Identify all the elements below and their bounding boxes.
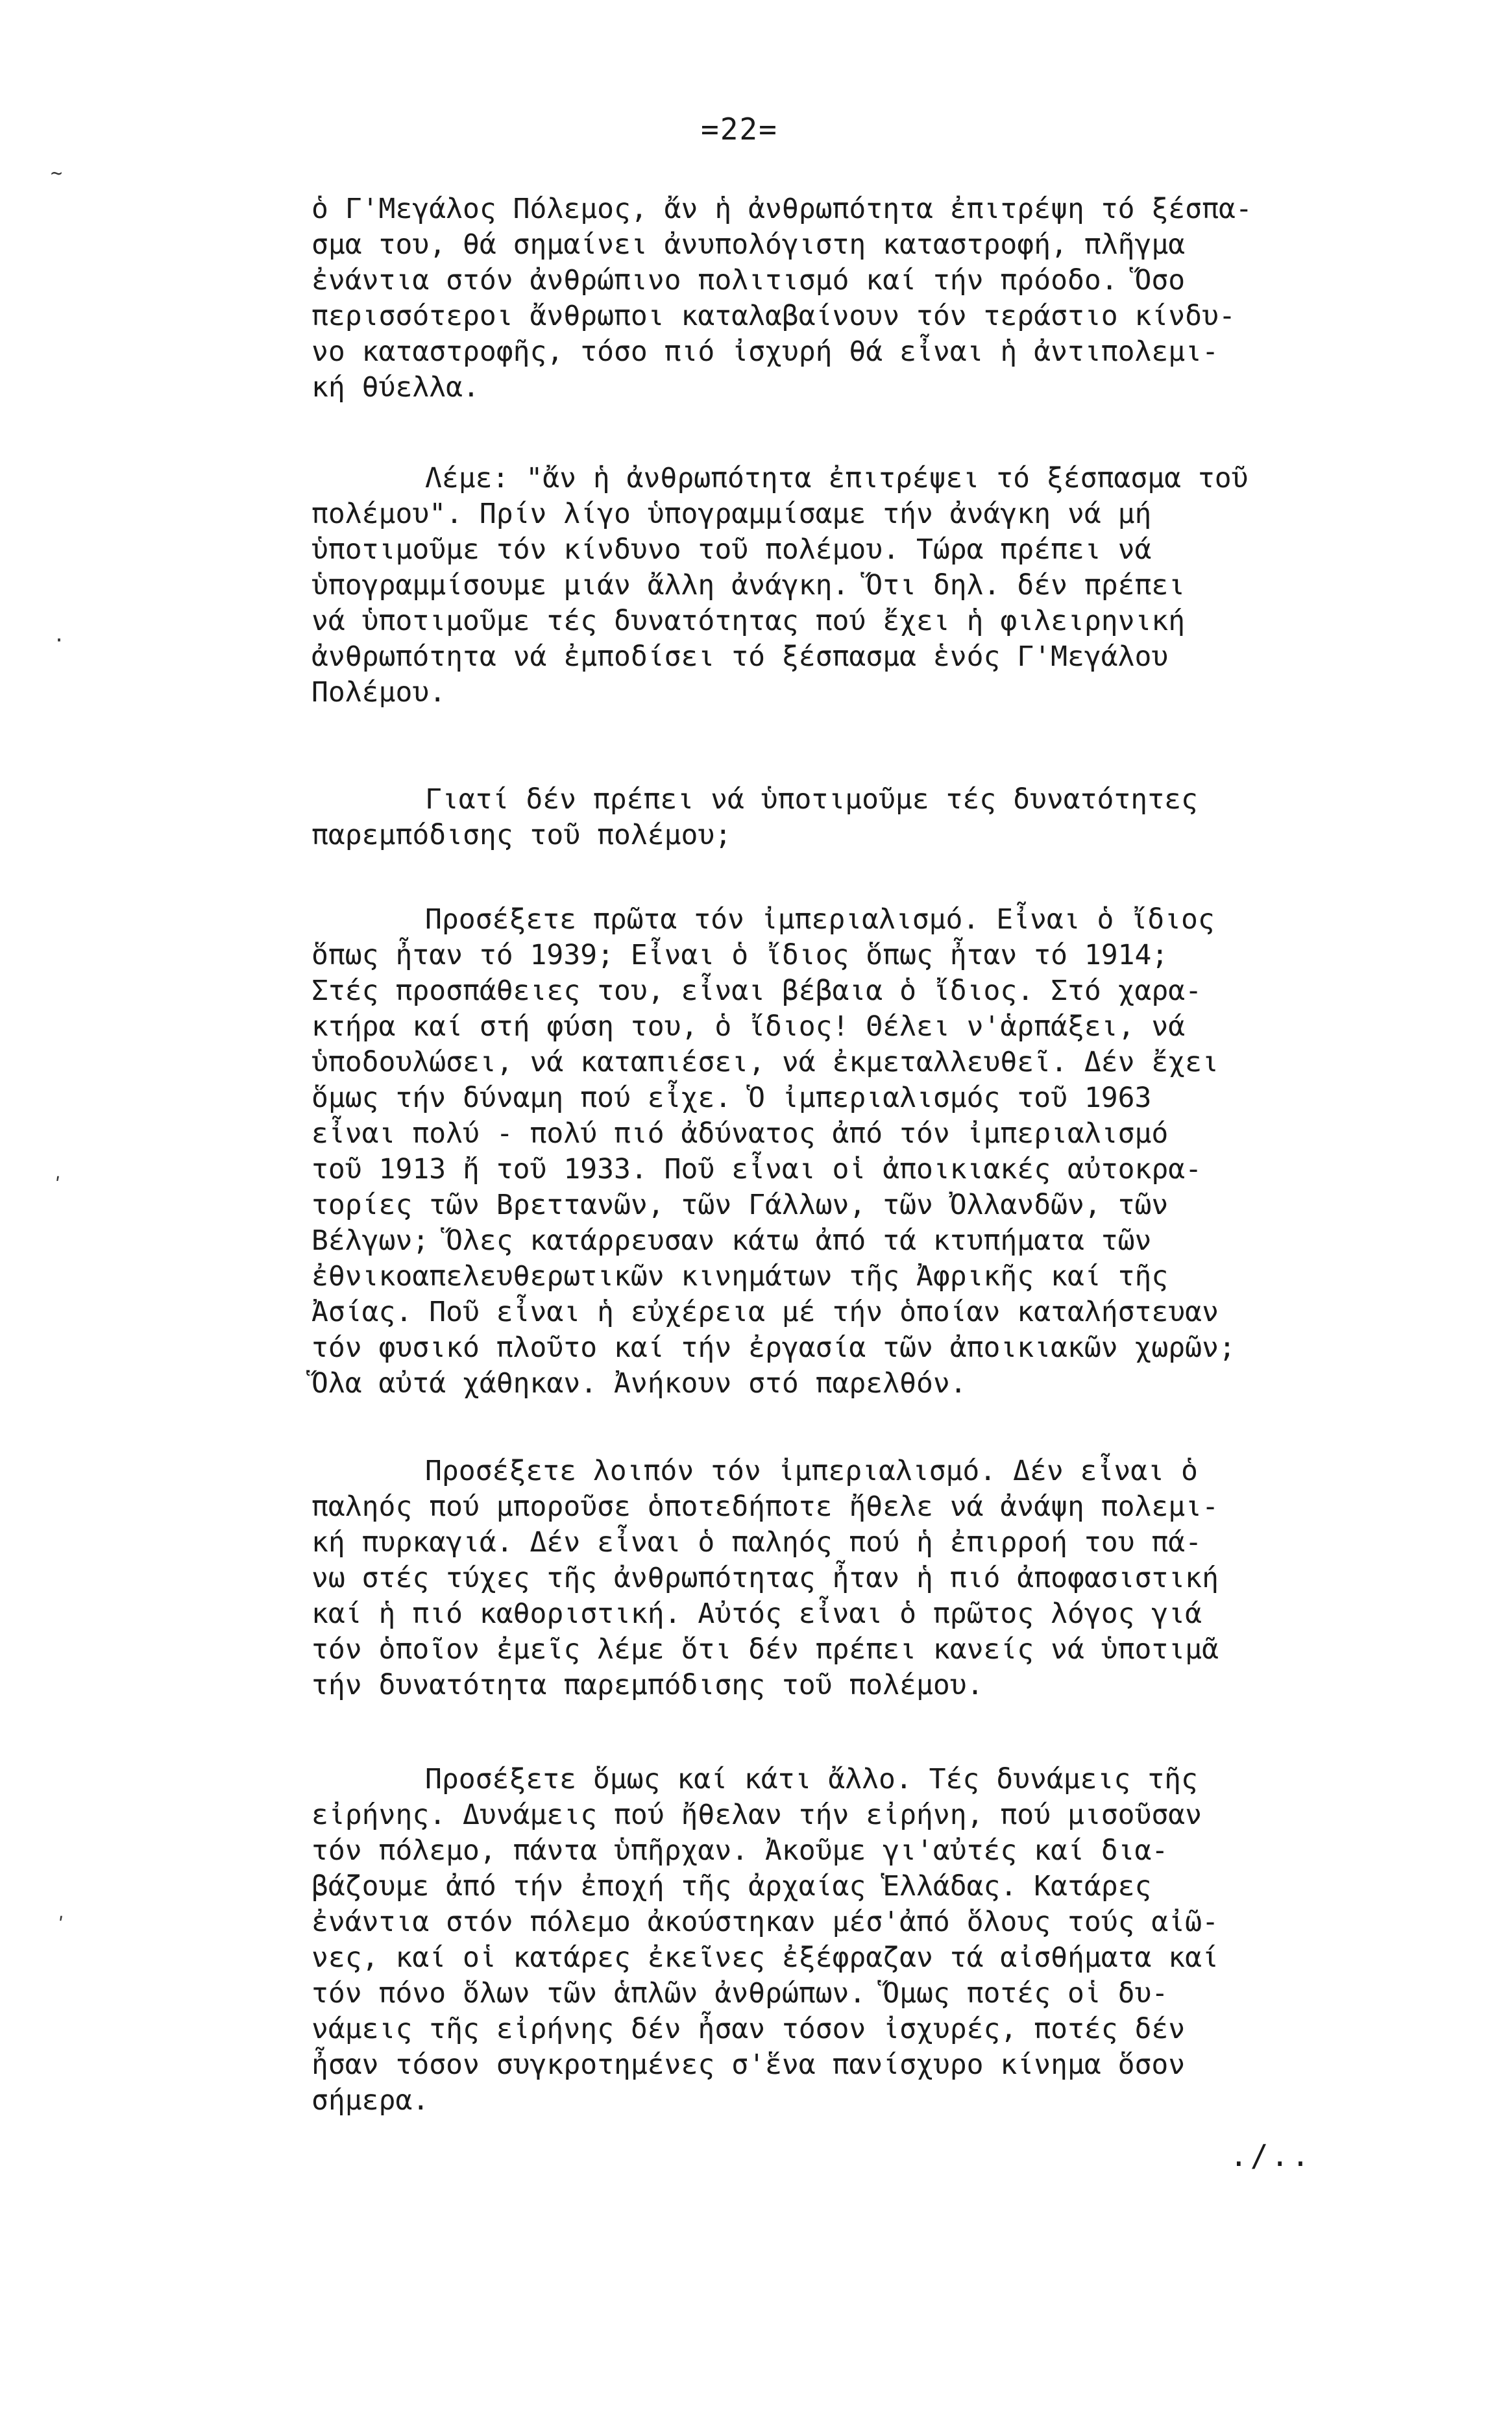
- text-line: Προσέξετε πρῶτα τόν ἰμπεριαλισμό. Εἶναι ὁ ἴδιος: [425, 903, 1215, 936]
- text-line: ὑποτιμοῦμε τόν κίνδυνο τοῦ πολέμου. Τώρα πρέπει νά: [311, 533, 1152, 566]
- text-line: σμα του, θά σημαίνει ἀνυπολόγιστη καταστροφή, πλῆγμα: [311, 228, 1186, 261]
- text-line: εἶναι πολύ - πολύ πιό ἀδύνατος ἀπό τόν ἰμπεριαλισμό: [311, 1117, 1169, 1150]
- text-line: Προσέξετε λοιπόν τόν ἰμπεριαλισμό. Δέν εἶναι ὁ: [425, 1455, 1198, 1487]
- text-line: περισσότεροι ἄνθρωποι καταλαβαίνουν τόν τεράστιο κίνδυ-: [311, 300, 1236, 332]
- text-line: ὁ Γ'Μεγάλος Πόλεμος, ἄν ἡ ἀνθρωπότητα ἐπιτρέψη τό ξέσπα-: [311, 193, 1252, 225]
- text-line: νάμεις τῆς εἰρήνης δέν ἦσαν τόσον ἰσχυρές, ποτές δέν: [311, 2013, 1186, 2045]
- text-line: κτήρα καί στή φύση του, ὁ ἴδιος! Θέλει ν'ἁρπάξει, νά: [311, 1010, 1186, 1043]
- text-line: τορίες τῶν Βρεττανῶν, τῶν Γάλλων, τῶν Ὀλλανδῶν, τῶν: [311, 1189, 1169, 1221]
- text-line: ὑποδουλώσει, νά καταπιέσει, νά ἐκμεταλλευθεῖ. Δέν ἔχει: [311, 1046, 1219, 1078]
- text-line: Ἀσίας. Ποῦ εἶναι ἡ εὐχέρεια μέ τήν ὁποίαν καταλήστευαν: [311, 1296, 1219, 1328]
- paragraph-6: [311, 1762, 1454, 2119]
- paragraph-4: [311, 902, 1454, 1402]
- margin-mark: ~: [51, 162, 63, 185]
- text-line: νο καταστροφῆς, τόσο πιό ἰσχυρή θά εἶναι ἡ ἀντιπολεμι-: [311, 335, 1219, 368]
- text-line: παρεμπόδισης τοῦ πολέμου;: [311, 819, 732, 851]
- text-line: Γιατί δέν πρέπει νά ὑποτιμοῦμε τές δυνατότητες: [425, 783, 1198, 816]
- text-line: παληός πού μποροῦσε ὁποτεδήποτε ἤθελε νά ἀνάψη πολεμι-: [311, 1490, 1219, 1523]
- text-line: νω στές τύχες τῆς ἀνθρωπότητας ἦταν ἡ πιό ἀποφασιστική: [311, 1562, 1219, 1594]
- margin-mark: ʹ: [52, 1174, 64, 1197]
- text-line: Πολέμου.: [311, 676, 446, 709]
- text-line: Στές προσπάθειες του, εἶναι βέβαια ὁ ἴδιος. Στό χαρα-: [311, 975, 1202, 1007]
- text-line: τοῦ 1913 ἤ τοῦ 1933. Ποῦ εἶναι οἱ ἀποικιακές αὐτοκρα-: [311, 1153, 1202, 1186]
- margin-mark: ·: [53, 629, 66, 652]
- text-line: ἀνθρωπότητα νά ἐμποδίσει τό ξέσπασμα ἑνός Γ'Μεγάλου: [311, 640, 1169, 673]
- text-line: εἰρήνης. Δυνάμεις πού ἤθελαν τήν εἰρήνη, πού μισοῦσαν: [311, 1799, 1202, 1831]
- text-line: σήμερα.: [311, 2084, 430, 2117]
- text-line: ἦσαν τόσον συγκροτημένες σ'ἕνα πανίσχυρο κίνημα ὅσον: [311, 2049, 1186, 2081]
- text-line: τόν πόλεμο, πάντα ὑπῆρχαν. Ἀκοῦμε γι'αὐτές καί δια-: [311, 1834, 1169, 1867]
- text-line: νες, καί οἱ κατάρες ἐκεῖνες ἐξέφραζαν τά αἰσθήματα καί: [311, 1941, 1219, 1974]
- text-line: Βέλγων; Ὅλες κατάρρευσαν κάτω ἀπό τά κτυπήματα τῶν: [311, 1224, 1152, 1257]
- text-line: βάζουμε ἀπό τήν ἐποχή τῆς ἀρχαίας Ἑλλάδας. Κατάρες: [311, 1870, 1152, 1903]
- margin-mark: ʹ: [55, 1914, 67, 1937]
- text-line: τόν φυσικό πλοῦτο καί τήν ἐργασία τῶν ἀποικιακῶν χωρῶν;: [311, 1332, 1236, 1364]
- text-line: τόν ὁποῖον ἐμεῖς λέμε ὅτι δέν πρέπει κανείς νά ὑποτιμᾶ: [311, 1633, 1219, 1666]
- text-line: κή θύελλα.: [311, 371, 480, 404]
- text-line: Ὅλα αὐτά χάθηκαν. Ἀνήκουν στό παρελθόν.: [311, 1367, 967, 1400]
- text-line: νά ὑποτιμοῦμε τές δυνατότητας πού ἔχει ἡ φιλειρηνική: [311, 605, 1186, 637]
- text-line: κή πυρκαγιά. Δέν εἶναι ὁ παληός πού ἡ ἐπιρροή του πά-: [311, 1526, 1202, 1559]
- text-line: ἐθνικοαπελευθερωτικῶν κινημάτων τῆς Ἀφρικῆς καί τῆς: [311, 1260, 1169, 1293]
- text-line: τόν πόνο ὅλων τῶν ἁπλῶν ἀνθρώπων. Ὅμως ποτές οἱ δυ-: [311, 1977, 1169, 2010]
- text-line: Προσέξετε ὅμως καί κάτι ἄλλο. Τές δυνάμεις τῆς: [425, 1763, 1198, 1795]
- text-line: ὑπογραμμίσουμε μιάν ἄλλη ἀνάγκη. Ὅτι δηλ. δέν πρέπει: [311, 569, 1186, 602]
- text-line: ὅπως ἦταν τό 1939; Εἶναι ὁ ἴδιος ὅπως ἦταν τό 1914;: [311, 939, 1169, 971]
- paragraph-5: [311, 1453, 1454, 1703]
- text-line: Λέμε: "ἄν ἡ ἀνθρωπότητα ἐπιτρέψει τό ξέσπασμα τοῦ: [425, 462, 1249, 494]
- text-line: ἐνάντια στόν πόλεμο ἀκούστηκαν μέσ'ἀπό ὅλους τούς αἰῶ-: [311, 1906, 1219, 1938]
- paragraph-1: [311, 191, 1454, 406]
- page-number: =22=: [701, 112, 778, 147]
- text-line: πολέμου". Πρίν λίγο ὑπογραμμίσαμε τήν ἀνάγκη νά μή: [311, 498, 1152, 530]
- paragraph-2: [311, 461, 1454, 711]
- text-line: ὅμως τήν δύναμη πού εἶχε. Ὁ ἰμπεριαλισμός τοῦ 1963: [311, 1082, 1152, 1114]
- text-line: τήν δυνατότητα παρεμπόδισης τοῦ πολέμου.: [311, 1669, 984, 1701]
- text-line: ἐνάντια στόν ἀνθρώπινο πολιτισμό καί τήν πρόοδο. Ὅσο: [311, 264, 1186, 297]
- continuation-mark: ./..: [1230, 2138, 1312, 2173]
- text-line: καί ἡ πιό καθοριστική. Αὐτός εἶναι ὁ πρῶτος λόγος γιά: [311, 1598, 1202, 1630]
- paragraph-3: [311, 782, 1454, 853]
